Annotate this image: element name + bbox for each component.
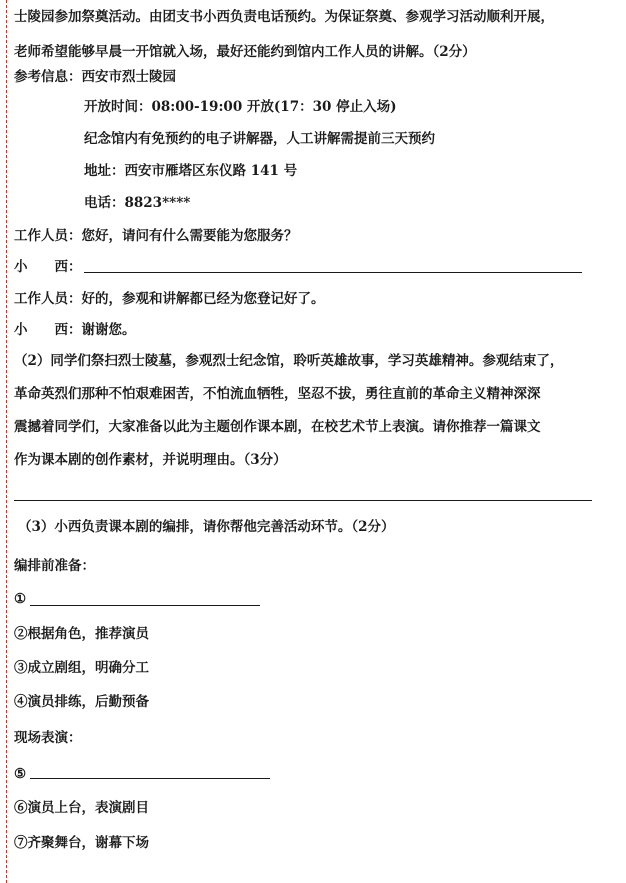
guide-info: 纪念馆内有免预约的电子讲解器，人工讲解需提前三天预约 bbox=[84, 131, 435, 147]
step-4: ④演员排练，后勤预备 bbox=[14, 694, 149, 710]
section-heading-live: 现场表演： bbox=[14, 730, 82, 746]
answer-blank-line[interactable] bbox=[30, 778, 270, 779]
question-text-line: 老师希望能够早晨一开馆就入场，最好还能约到馆内工作人员的讲解。（2分） bbox=[14, 44, 476, 60]
step-5-number: ⑤ bbox=[14, 766, 27, 782]
dialogue-xi-1 bbox=[14, 258, 82, 276]
answer-blank-line[interactable] bbox=[84, 272, 582, 273]
answer-blank-line[interactable] bbox=[30, 605, 260, 606]
section-heading-prep: 编排前准备： bbox=[14, 558, 95, 574]
answer-blank-line[interactable] bbox=[14, 500, 592, 501]
question-2-line: 革命英烈们那种不怕艰难困苦，不怕流血牺牲，坚忍不拔，勇往直前的革命主义精神深深 bbox=[14, 386, 541, 402]
step-6: ⑥演员上台，表演剧目 bbox=[14, 800, 149, 816]
question-3: （3）小西负责课本剧的编排，请你帮他完善活动环节。（2分） bbox=[18, 519, 395, 535]
margin-dashed-line bbox=[6, 0, 7, 883]
question-text-line: 士陵园参加祭奠活动。由团支书小西负责电话预约。为保证祭奠、参观学习活动顺利开展， bbox=[14, 9, 554, 25]
step-1 bbox=[14, 590, 26, 608]
step-3: ③成立剧组，明确分工 bbox=[14, 660, 149, 676]
dialogue-xi-2: 小 西：谢谢您。 bbox=[14, 322, 136, 338]
dialogue-staff-2: 工作人员：好的，参观和讲解都已经为您登记好了。 bbox=[14, 291, 325, 307]
step-1-number: ① bbox=[14, 591, 27, 607]
reference-label: 参考信息：西安市烈士陵园 bbox=[14, 69, 176, 85]
step-7: ⑦齐聚舞台，谢幕下场 bbox=[14, 835, 149, 851]
speaker-label: 小 西： bbox=[14, 259, 82, 275]
question-2-line: （2）同学们祭扫烈士陵墓，参观烈士纪念馆，聆听英雄故事，学习英雄精神。参观结束了， bbox=[14, 353, 564, 369]
opening-hours: 开放时间：08:00-19:00 开放(17：30 停止入场) bbox=[84, 99, 397, 115]
question-2-line: 震撼着同学们，大家准备以此为主题创作课本剧，在校艺术节上表演。请你推荐一篇课文 bbox=[14, 419, 541, 435]
step-2: ②根据角色，推荐演员 bbox=[14, 626, 149, 642]
dialogue-staff-1: 工作人员：您好，请问有什么需要能为您服务？ bbox=[14, 228, 298, 244]
question-2-line: 作为课本剧的创作素材，并说明理由。（3分） bbox=[14, 452, 287, 468]
step-5 bbox=[14, 765, 26, 783]
phone: 电话：8823**** bbox=[84, 195, 191, 211]
address: 地址：西安市雁塔区东仪路 141 号 bbox=[84, 163, 298, 179]
